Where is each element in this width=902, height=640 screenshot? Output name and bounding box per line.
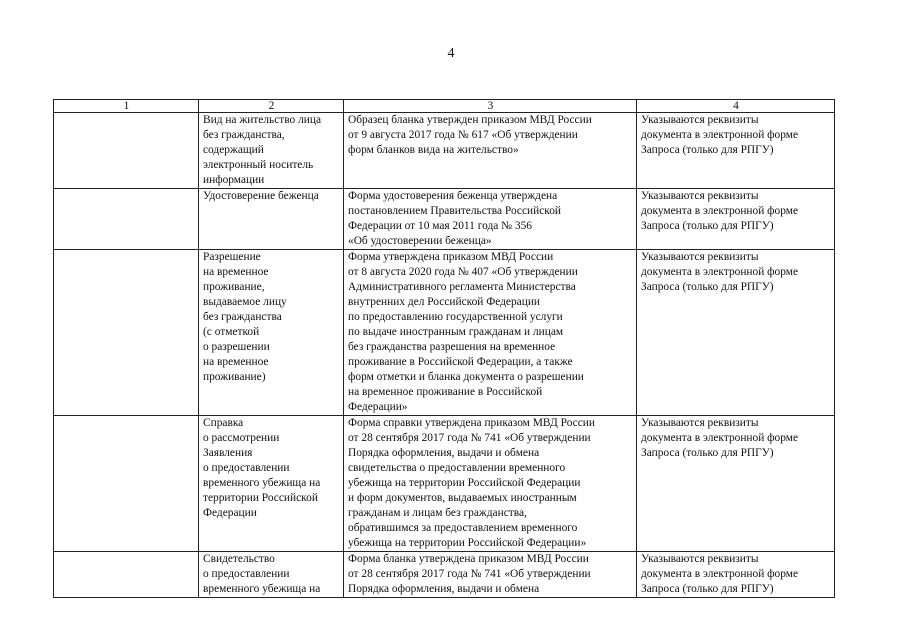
- table-row: [54, 189, 835, 250]
- table-cell-col4: Указываются реквизиты документа в электронной форме Запроса (только для РПГУ): [637, 113, 835, 189]
- table-cell-col3: Форма справки утверждена приказом МВД России от 28 сентября 2017 года № 741 «Об утверждении Порядка оформления, выдачи и обмена свидетельства о предоставлении временного убежища на территории Российской Федерации и форм документов, выдаваемых иностранным гражданам и лицам без гражданства, обратившимся за предоставлением временного убежища на территории Российской Федерации»: [344, 416, 637, 552]
- table-row: [54, 416, 835, 552]
- table-cell-col4: Указываются реквизиты документа в электронной форме Запроса (только для РПГУ): [637, 416, 835, 552]
- table-cell-col2: Свидетельство о предоставлении временного убежища на: [199, 552, 344, 598]
- table-cell-col3: Форма утверждена приказом МВД России от 8 августа 2020 года № 407 «Об утверждении Административного регламента Министерства внутренних дел Российской Федерации по предоставлению государственной услуги по выдаче иностранным гражданам и лицам без гражданства разрешения на временное проживание в Российской Федерации, а также форм отметки и бланка документа о разрешении на временное проживание в Российской Федерации»: [344, 250, 637, 416]
- table-cell-col1: [54, 250, 199, 416]
- column-header-1: 1: [54, 100, 199, 113]
- table-cell-col3: Образец бланка утвержден приказом МВД России от 9 августа 2017 года № 617 «Об утверждении форм бланков вида на жительство»: [344, 113, 637, 189]
- table-row: [54, 113, 835, 189]
- table-cell-col4: Указываются реквизиты документа в электронной форме Запроса (только для РПГУ): [637, 250, 835, 416]
- table-cell-col1: [54, 552, 199, 598]
- table-cell-col3: Форма бланка утверждена приказом МВД России от 28 сентября 2017 года № 741 «Об утверждении Порядка оформления, выдачи и обмена: [344, 552, 637, 598]
- table-header-row: [54, 100, 835, 113]
- column-header-4: 4: [637, 100, 835, 113]
- table-cell-col3: Форма удостоверения беженца утверждена постановлением Правительства Российской Федерации от 10 мая 2011 года № 356 «Об удостоверении беженца»: [344, 189, 637, 250]
- table-cell-col2: Разрешение на временное проживание, выдаваемое лицу без гражданства (с отметкой о разрешении на временное проживание): [199, 250, 344, 416]
- table-cell-col4: Указываются реквизиты документа в электронной форме Запроса (только для РПГУ): [637, 189, 835, 250]
- table-cell-col4: Указываются реквизиты документа в электронной форме Запроса (только для РПГУ): [637, 552, 835, 598]
- table-row: [54, 250, 835, 416]
- documents-table: [53, 99, 835, 598]
- table-cell-col2: Вид на жительство лица без гражданства, содержащий электронный носитель информации: [199, 113, 344, 189]
- table-cell-col1: [54, 416, 199, 552]
- table-row: [54, 552, 835, 598]
- table-cell-col1: [54, 113, 199, 189]
- table-cell-col2: Удостоверение беженца: [199, 189, 344, 250]
- table-cell-col2: Справка о рассмотрении Заявления о предоставлении временного убежища на территории Российской Федерации: [199, 416, 344, 552]
- table-cell-col1: [54, 189, 199, 250]
- column-header-2: 2: [199, 100, 344, 113]
- page-number: 4: [447, 46, 455, 61]
- column-header-3: 3: [344, 100, 637, 113]
